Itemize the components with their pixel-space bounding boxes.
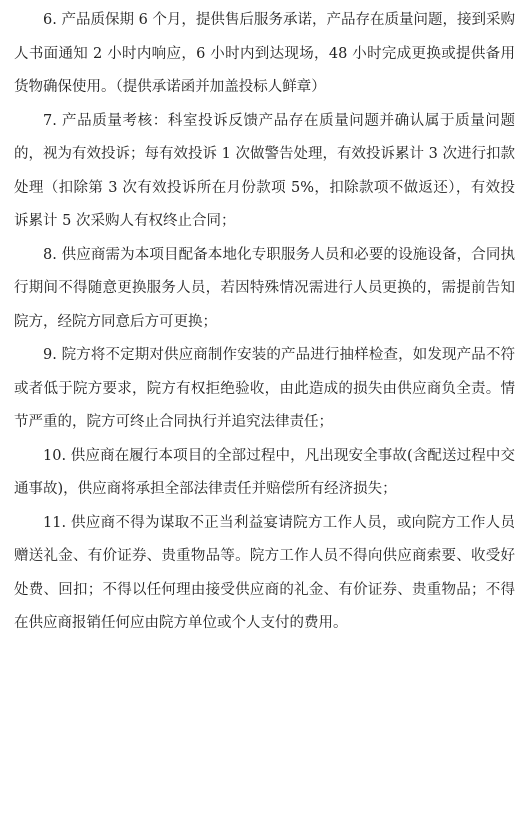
- clause-11-paragraph: 11. 供应商不得为谋取不正当利益宴请院方工作人员，或向院方工作人员赠送礼金、有价证券、贵重物品等。院方工作人员不得向供应商索要、收受好处费、回扣；不得以任何理由接受供应商的礼金、有价证券、贵重物品；不得在供应商报销任何应由院方单位或个人支付的费用。: [14, 514, 515, 631]
- clause-9-paragraph: 9. 院方将不定期对供应商制作安装的产品进行抽样检查，如发现产品不符或者低于院方要求，院方有权拒绝验收，由此造成的损失由供应商负全责。情节严重的，院方可终止合同执行并追究法律责任；: [14, 347, 515, 430]
- clause-6-paragraph: 6. 产品质保期 6 个月，提供售后服务承诺，产品存在质量问题，接到采购人书面通知 2 小时内响应，6 小时内到达现场，48 小时完成更换或提供备用货物确保使用。（提供承诺函并加盖投标人鲜章）: [14, 12, 515, 95]
- clause-10-paragraph: 10. 供应商在履行本项目的全部过程中，凡出现安全事故(含配送过程中交通事故)，供应商将承担全部法律责任并赔偿所有经济损失；: [14, 447, 515, 497]
- clause-8-paragraph: 8. 供应商需为本项目配备本地化专职服务人员和必要的设施设备，合同执行期间不得随意更换服务人员，若因特殊情况需进行人员更换的，需提前告知院方，经院方同意后方可更换；: [14, 246, 515, 330]
- clause-7-paragraph: 7. 产品质量考核：科室投诉反馈产品存在质量问题并确认属于质量问题的，视为有效投诉；每有效投诉 1 次做警告处理，有效投诉累计 3 次进行扣款处理（扣除第 3 次有效投诉所在月份款项 5%，扣除款项不做返还），有效投诉累计 5 次采购人有权终止合同；: [14, 112, 515, 229]
